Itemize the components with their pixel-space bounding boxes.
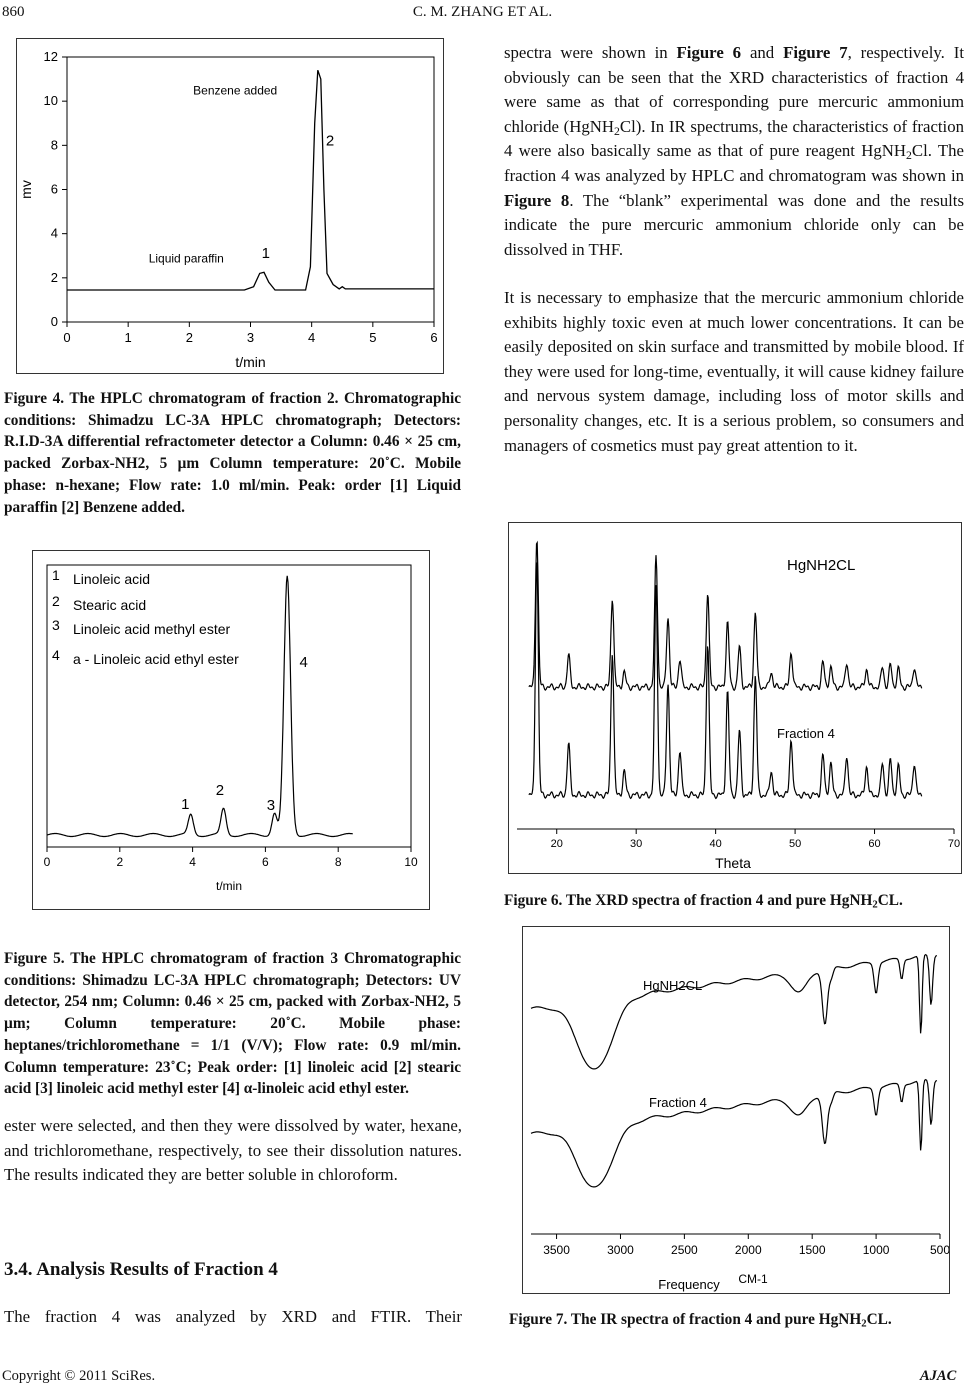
- figure-5-frame: [32, 550, 430, 910]
- legend-number: 1: [52, 567, 60, 583]
- x-axis-label: Frequency: [658, 1277, 720, 1292]
- ir-trace-fraction-4: [531, 1080, 937, 1187]
- x-tick-label: 50: [788, 838, 802, 850]
- figure-4-caption: Figure 4. The HPLC chromatogram of fraction 2. Chromatographic conditions: Shimadzu LC-3A HPLC chromatograph; Detectors: R.I.D-3A differential refractometer detector a Column: 0.46 × 25 cm, packed Zorbax-NH2, 5 μm Column temperature: 20˚C. Mobile phase: n-hexane; Flow rate: 1.0 ml/min. Peak: order [1] Liquid paraffin [2] Benzene added.: [4, 390, 461, 516]
- x-tick-label: 20: [550, 838, 563, 850]
- series-label-hgnh2cl: HgNH2CL: [643, 978, 703, 993]
- right-paragraph-1: spectra were shown in Figure 6 and Figure 7, respectively. It obviously can be seen that the XRD characteristics of fraction 4 were same as that of corresponding pure mercuric ammonium chloride (HgNH$_2$Cl). In IR spectrums, the characteristics of fraction 4 were also basically same as that of pure reagent HgNH$_2$Cl. The fraction 4 was analyzed by HPLC and chromatogram was shown in Figure 8. The “blank” experimental was done and the results indicate the pure mercuric ammonium chloride only can be dissolved in THF.: [504, 43, 964, 259]
- y-tick-label: 2: [50, 269, 58, 285]
- y-axis-label: mv: [18, 180, 34, 199]
- x-tick-label: 6: [262, 855, 269, 869]
- y-tick-label: 10: [43, 93, 58, 109]
- chromatogram-line: [67, 70, 434, 290]
- series-label-hgnh2cl: HgNH2CL: [787, 557, 856, 574]
- x-tick-label: 70: [947, 838, 961, 850]
- legend-label: Stearic acid: [73, 597, 147, 613]
- x-tick-label: 2500: [671, 1243, 698, 1257]
- peak-annotation: Liquid paraffin: [148, 251, 224, 266]
- figure-5-chart: [33, 551, 429, 909]
- x-tick-label: 60: [868, 838, 881, 850]
- y-tick-label: 8: [50, 137, 58, 153]
- section-heading: 3.4. Analysis Results of Fraction 4: [4, 1259, 278, 1280]
- x-tick-label: 3000: [607, 1243, 634, 1257]
- running-title: C. M. ZHANG ET AL.: [412, 4, 553, 20]
- x-tick-label: 1: [124, 330, 132, 345]
- x-tick-label: 4: [189, 855, 196, 869]
- figure-6-frame: [508, 522, 962, 874]
- figure-4-chart: [17, 39, 443, 373]
- x-tick-label: 3500: [543, 1243, 570, 1257]
- x-tick-label: 6: [430, 330, 438, 345]
- series-label-fraction-4: Fraction 4: [649, 1095, 707, 1110]
- y-tick-label: 6: [50, 181, 58, 197]
- x-tick-label: 500: [929, 1243, 949, 1257]
- peak-annotation: Benzene added: [193, 83, 278, 98]
- figure-7-caption: Figure 7. The IR spectra of fraction 4 and pure HgNH$_2$CL.: [509, 1311, 892, 1330]
- page-number: 860: [2, 4, 25, 20]
- peak-label: 3: [266, 797, 276, 814]
- y-tick-label: 0: [50, 314, 58, 329]
- chromatogram-line: [47, 576, 353, 837]
- x-axis-label: t/min: [235, 354, 266, 370]
- x-tick-label: 30: [630, 838, 643, 850]
- left-paragraph-2: The fraction 4 was analyzed by XRD and FTIR. Their: [4, 1307, 462, 1326]
- figure-7-chart: [523, 927, 949, 1293]
- x-tick-label: 5: [369, 330, 377, 345]
- x-tick-label: 10: [404, 855, 418, 869]
- y-tick-label: 4: [50, 225, 58, 241]
- legend-label: Linoleic acid methyl ester: [73, 621, 231, 637]
- x-axis-label: t/min: [215, 879, 243, 893]
- x-tick-label: 3: [246, 330, 255, 345]
- x-tick-label: 0: [43, 855, 51, 869]
- xrd-trace-hgnh2cl: [529, 543, 922, 691]
- y-tick-label: 12: [43, 49, 58, 64]
- x-tick-label: 2: [116, 855, 124, 869]
- x-tick-label: 1500: [798, 1243, 826, 1257]
- ir-trace-hgnh2cl: [531, 955, 937, 1069]
- x-tick-label: 0: [63, 330, 71, 345]
- x-tick-label: 40: [709, 838, 722, 850]
- x-axis-unit: CM-1: [738, 1272, 768, 1286]
- x-axis-label: Theta: [715, 855, 751, 871]
- footer-copyright: Copyright © 2011 SciRes.: [2, 1368, 156, 1384]
- legend-label: Linoleic acid: [73, 571, 151, 587]
- figure-6-chart: [509, 523, 961, 873]
- x-tick-label: 4: [308, 330, 316, 345]
- figure-6-caption: Figure 6. The XRD spectra of fraction 4 and pure HgNH$_2$CL.: [504, 892, 903, 911]
- legend-number: 3: [52, 617, 60, 633]
- peak-label: 2: [215, 782, 225, 799]
- legend-label: a - Linoleic acid ethyl ester: [73, 651, 239, 667]
- figure-5-caption: Figure 5. The HPLC chromatogram of fraction 3 Chromatographic conditions: Shimadzu LC-3A HPLC chromatograph; Detectors: UV detector, 254 nm; Column: 0.46 × 25 cm, packed with Zorbax-NH2, 5 µm; Column temperature: 20˚C. Mobile phase: heptanes/trichloromethane = 1/1 (V/V); Flow rate: 0.9 ml/min. Column temperature: 23˚C; Peak order: [1] linoleic acid [2] stearic acid [3] linoleic acid methyl ester [4] α-linoleic acid ethyl ester.: [4, 950, 461, 1098]
- peak-label: 1: [181, 796, 190, 813]
- peak-annotation: 1: [261, 244, 270, 262]
- x-tick-label: 2: [185, 330, 193, 345]
- figure-4-frame: [16, 38, 444, 374]
- figure-7-frame: [522, 926, 950, 1294]
- left-paragraph-1: ester were selected, and then they were dissolved by water, hexane, and trichloromethane, respectively, to see their dissolution natures. The results indicated they are better soluble in chloroform.: [4, 1116, 462, 1185]
- legend-number: 4: [52, 647, 60, 663]
- right-paragraph-2: It is necessary to emphasize that the mercuric ammonium chloride exhibits highly toxic even at much lower concentrations. It can be easily deposited on skin surface and transmitted by mobile blood. If they were used for long-time, eventually, it will cause kidney failure and nervous system damage, including loss of motor skills and personality changes, etc. It is a serious problem, so consumers and managers of cosmetics must pay great attention to it.: [504, 288, 964, 455]
- x-tick-label: 2000: [734, 1243, 762, 1257]
- footer-journal: AJAC: [920, 1368, 957, 1384]
- x-tick-label: 1000: [862, 1243, 890, 1257]
- legend-number: 2: [52, 593, 60, 609]
- series-label-fraction-4: Fraction 4: [777, 726, 835, 741]
- peak-label: 4: [299, 654, 308, 671]
- x-tick-label: 8: [334, 855, 342, 869]
- peak-annotation: 2: [325, 132, 335, 150]
